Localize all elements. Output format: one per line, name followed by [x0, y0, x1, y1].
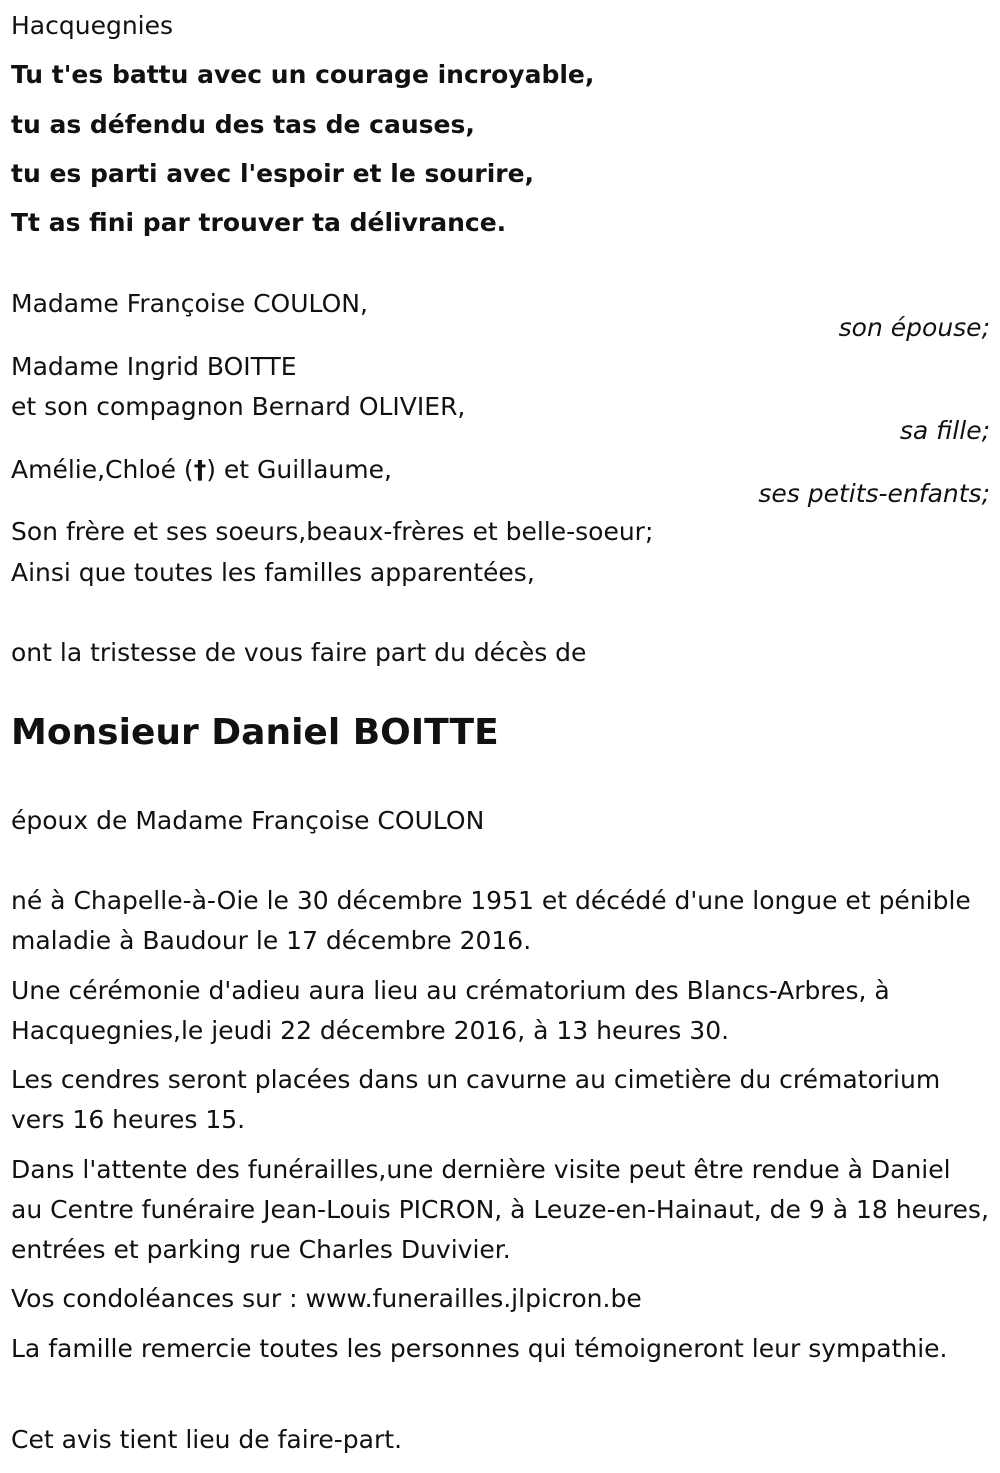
birth-death-paragraph: né à Chapelle-à-Oie le 30 décembre 1951 et décédé d'une longue et pénible maladie à Baudour le 17 décembre 2016.: [11, 886, 971, 955]
announcement: ont la tristesse de vous faire part du décès de: [11, 638, 587, 667]
visit-paragraph: Dans l'attente des funérailles,une dernière visite peut être rendue à Daniel au Centre funéraire Jean-Louis PICRON, à Leuze-en-Hainaut, de 9 à 18 heures, entrées et parking rue Charles Duvivier.: [11, 1155, 989, 1264]
grandchildren-relation: ses petits-enfants;: [758, 479, 990, 508]
spouse-name: Madame Françoise COULON,: [11, 289, 368, 318]
spouse-of: époux de Madame Françoise COULON: [11, 806, 485, 835]
notice-paragraph: Cet avis tient lieu de faire-part.: [11, 1425, 403, 1454]
poem-line: tu as défendu des tas de causes,: [11, 110, 475, 139]
poem-line: Tt as fini par trouver ta délivrance.: [11, 208, 507, 237]
ceremony-paragraph: Une cérémonie d'adieu aura lieu au crématorium des Blancs-Arbres, à Hacquegnies,le jeudi 22 décembre 2016, à 13 heures 30.: [11, 976, 890, 1045]
grandchildren-text: ) et Guillaume,: [206, 455, 392, 484]
spouse-relation: son épouse;: [838, 313, 990, 342]
siblings-line: Son frère et ses soeurs,beaux-frères et belle-soeur;: [11, 517, 654, 546]
grandchildren-text: Amélie,Chloé (: [11, 455, 194, 484]
poem-line: tu es parti avec l'espoir et le sourire,: [11, 159, 535, 188]
daughter-partner: et son compagnon Bernard OLIVIER,: [11, 392, 466, 421]
cross-icon: †: [193, 455, 207, 484]
thanks-paragraph: La famille remercie toutes les personnes qui témoigneront leur sympathie.: [11, 1334, 948, 1363]
relatives-line: Ainsi que toutes les familles apparentées,: [11, 558, 535, 587]
ashes-paragraph: Les cendres seront placées dans un cavurne au cimetière du crématorium vers 16 heures 15.: [11, 1065, 941, 1134]
deceased-name: Monsieur Daniel BOITTE: [11, 712, 499, 753]
daughter-name: Madame Ingrid BOITTE: [11, 352, 297, 381]
location-heading: Hacquegnies: [11, 11, 174, 40]
condolences-paragraph: Vos condoléances sur : www.funerailles.jlpicron.be: [11, 1284, 642, 1313]
poem-line: Tu t'es battu avec un courage incroyable,: [11, 60, 595, 89]
daughter-relation: sa fille;: [899, 416, 990, 445]
grandchildren-names: [11, 455, 392, 485]
